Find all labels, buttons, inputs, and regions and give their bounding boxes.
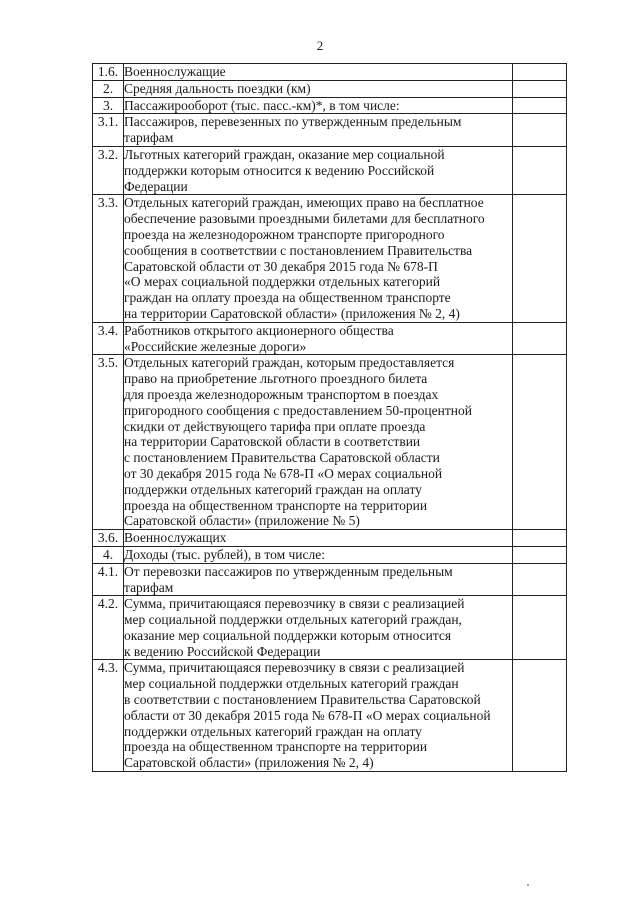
description-line: с постановлением Правительства Саратовской области xyxy=(124,450,440,466)
description-line: для проезда железнодорожным транспортом в поездах xyxy=(124,386,439,402)
description-line: проезда на общественном транспорте на территории xyxy=(124,739,428,755)
description-line: к ведению Российской Федерации xyxy=(124,643,321,659)
value-cell xyxy=(513,322,567,355)
description-line: пригородного сообщения с предоставлением 50-процентной xyxy=(124,402,472,418)
description-line: проезда на железнодорожном транспорте пригородного xyxy=(124,226,445,242)
table-row xyxy=(93,146,567,194)
table-row xyxy=(93,97,567,114)
description-line: Сумма, причитающаяся перевозчику в связи с реализацией xyxy=(124,596,465,612)
row-number: 1.6. xyxy=(93,64,124,81)
value-cell xyxy=(513,195,567,322)
description-line: «Российские железные дороги» xyxy=(124,338,307,354)
description-line: поддержки отдельных категорий граждан на оплату xyxy=(124,481,422,497)
description-line: сообщения в соответствии с постановлением Правительства xyxy=(124,242,473,258)
page-number: 2 xyxy=(316,38,324,53)
description-line: Военнослужащих xyxy=(124,530,227,546)
value-cell xyxy=(513,114,567,147)
description-line: оказание мер социальной поддержки которым относится xyxy=(124,627,452,643)
row-number: 4. xyxy=(93,546,124,563)
description-line: тарифам xyxy=(124,130,174,146)
row-number: 3.3. xyxy=(93,195,124,322)
row-description xyxy=(124,530,513,547)
description-line: поддержки которым относится к ведению Российской xyxy=(124,162,435,178)
table-row xyxy=(93,80,567,97)
description-line: Доходы (тыс. рублей), в том числе: xyxy=(124,546,325,562)
description-line: Военнослужащие xyxy=(124,64,226,79)
description-line: «О мерах социальной поддержки отдельных категорий xyxy=(124,274,441,290)
report-table xyxy=(92,63,567,772)
description-line: от 30 декабря 2015 года № 678-П «О мерах социальной xyxy=(124,465,443,481)
row-description xyxy=(124,355,513,530)
value-cell xyxy=(513,146,567,194)
description-line: поддержки отдельных категорий граждан на оплату xyxy=(124,723,422,739)
row-number: 3.5. xyxy=(93,355,124,530)
value-cell xyxy=(513,355,567,530)
description-line: граждан на оплату проезда на общественном транспорте xyxy=(124,290,451,306)
row-description xyxy=(124,114,513,147)
report-table-body xyxy=(93,64,567,772)
description-line: области от 30 декабря 2015 года № 678-П «О мерах социальной xyxy=(124,707,491,723)
row-description xyxy=(124,596,513,660)
value-cell xyxy=(513,563,567,596)
row-number: 4.2. xyxy=(93,596,124,660)
description-line: обеспечение разовыми проездными билетами для бесплатного xyxy=(124,211,485,227)
table-row xyxy=(93,322,567,355)
row-description xyxy=(124,660,513,772)
value-cell xyxy=(513,660,567,772)
row-description xyxy=(124,80,513,97)
table-row xyxy=(93,546,567,563)
row-number: 4.1. xyxy=(93,563,124,596)
table-row xyxy=(93,530,567,547)
description-line: право на приобретение льготного проездного билета xyxy=(124,371,428,387)
row-number: 4.3. xyxy=(93,660,124,772)
table-row xyxy=(93,660,567,772)
description-line: Сумма, причитающаяся перевозчику в связи с реализацией xyxy=(124,660,465,676)
description-line: Саратовской области» (приложения № 2, 4) xyxy=(124,755,374,771)
row-number: 3.4. xyxy=(93,322,124,355)
description-line: мер социальной поддержки отдельных категорий граждан xyxy=(124,676,459,692)
description-line: Пассажиров, перевезенных по утвержденным предельным xyxy=(124,114,462,130)
value-cell xyxy=(513,530,567,547)
value-cell xyxy=(513,80,567,97)
value-cell xyxy=(513,64,567,81)
description-line: Федерации xyxy=(124,178,188,194)
row-description xyxy=(124,146,513,194)
value-cell xyxy=(513,596,567,660)
row-description xyxy=(124,195,513,322)
description-line: проезда на общественном транспорте на территории xyxy=(124,497,428,513)
row-number: 2. xyxy=(93,80,124,97)
row-number: 3.1. xyxy=(93,114,124,147)
description-line: Льготных категорий граждан, оказание мер социальной xyxy=(124,146,445,162)
table-row xyxy=(93,114,567,147)
table-row xyxy=(93,596,567,660)
row-number: 3. xyxy=(93,97,124,114)
scan-speck xyxy=(527,884,529,886)
description-line: Саратовской области» (приложение № 5) xyxy=(124,513,360,529)
description-line: мер социальной поддержки отдельных категорий граждан, xyxy=(124,612,462,628)
table-row xyxy=(93,563,567,596)
description-line: Отдельных категорий граждан, имеющих право на бесплатное xyxy=(124,195,484,211)
description-line: Работников открытого акционерного общества xyxy=(124,322,394,338)
table-row xyxy=(93,195,567,322)
row-description xyxy=(124,546,513,563)
description-line: Отдельных категорий граждан, которым предоставляется xyxy=(124,355,455,371)
description-line: на территории Саратовской области в соответствии xyxy=(124,434,421,450)
description-line: Пассажирооборот (тыс. пасс.-км)*, в том числе: xyxy=(124,97,400,113)
description-line: скидки от действующего тарифа при оплате проезда xyxy=(124,418,426,434)
table-row xyxy=(93,64,567,81)
row-number: 3.6. xyxy=(93,530,124,547)
description-line: Средняя дальность поездки (км) xyxy=(124,80,311,96)
value-cell xyxy=(513,546,567,563)
row-description xyxy=(124,563,513,596)
table-row xyxy=(93,355,567,530)
row-number: 3.2. xyxy=(93,146,124,194)
description-line: тарифам xyxy=(124,579,174,595)
row-description xyxy=(124,64,513,81)
description-line: От перевозки пассажиров по утвержденным предельным xyxy=(124,563,453,579)
description-line: Саратовской области от 30 декабря 2015 года № 678-П xyxy=(124,258,438,274)
value-cell xyxy=(513,97,567,114)
row-description xyxy=(124,322,513,355)
description-line: на территории Саратовской области» (приложения № 2, 4) xyxy=(124,305,460,321)
row-description xyxy=(124,97,513,114)
description-line: в соответствии с постановлением Правительства Саратовской xyxy=(124,692,481,708)
